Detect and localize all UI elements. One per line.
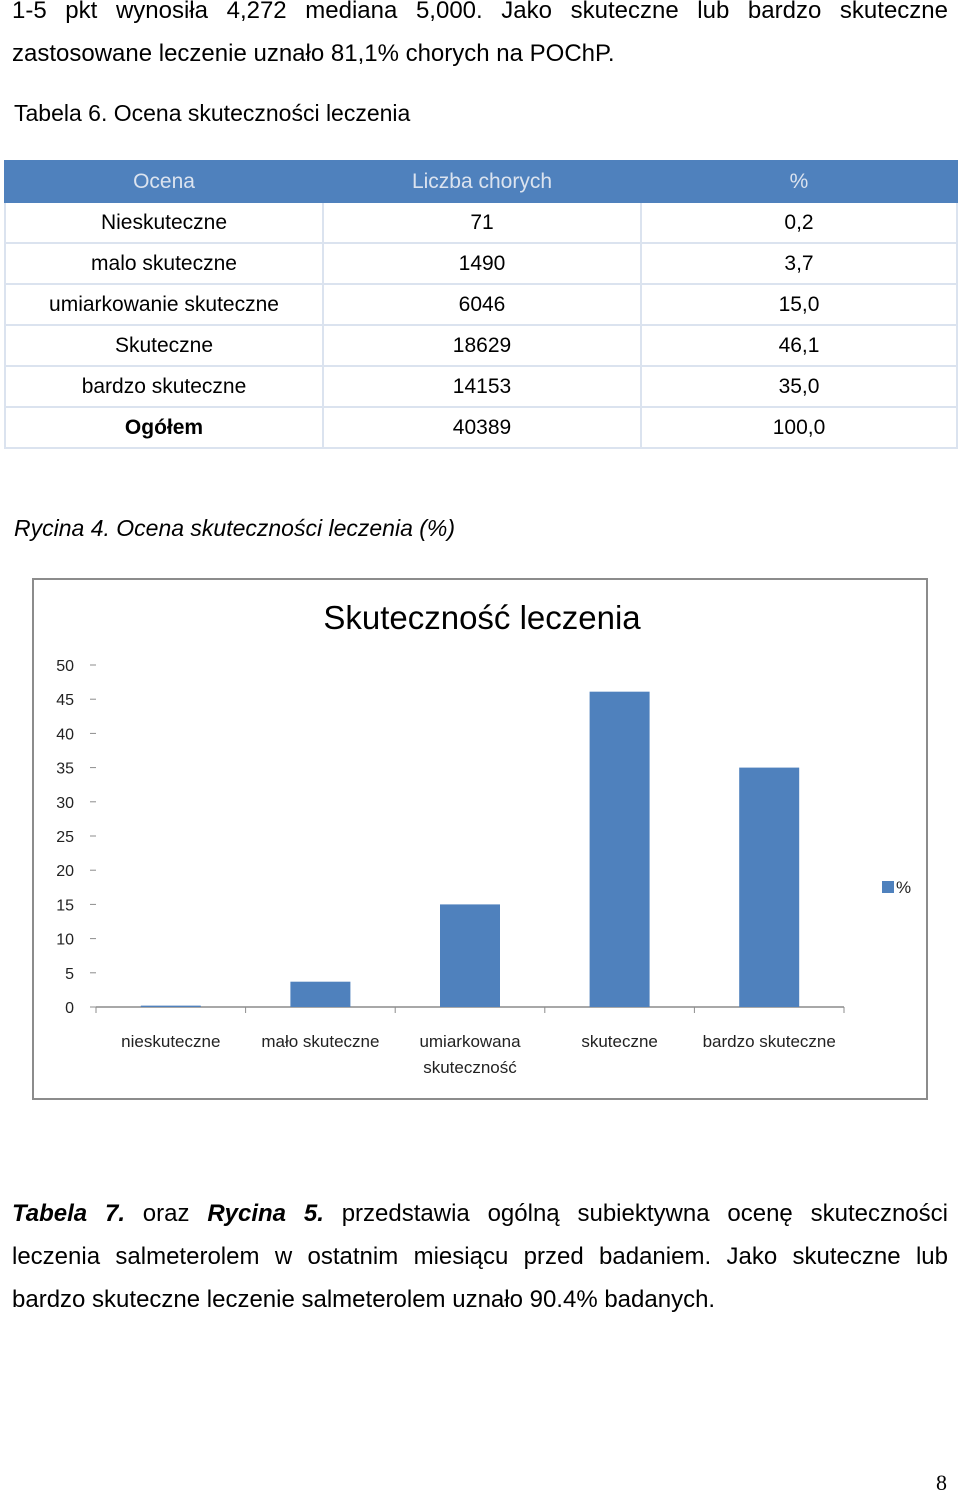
cell-percent: 15,0 <box>641 284 957 325</box>
table-row <box>5 284 957 325</box>
table-row <box>5 407 957 448</box>
table6-caption: Tabela 6. Ocena skuteczności leczenia <box>14 100 411 126</box>
cell-liczba: 40389 <box>323 407 641 448</box>
figure4-caption: Rycina 4. Ocena skuteczności leczenia (%) <box>14 515 456 541</box>
cell-liczba: 71 <box>323 202 641 243</box>
cell-liczba: 18629 <box>323 325 641 366</box>
bar <box>290 982 350 1007</box>
header-percent: % <box>641 161 957 202</box>
chart-frame <box>32 578 928 1100</box>
bar <box>440 904 500 1007</box>
cell-ocena: Ogółem <box>5 407 323 448</box>
cell-ocena: bardzo skuteczne <box>5 366 323 407</box>
closing-line-2: leczenia salmeterolem w ostatnim miesiącu przed badaniem. Jako skuteczne lub <box>12 1243 948 1270</box>
cell-percent: 35,0 <box>641 366 957 407</box>
cell-percent: 100,0 <box>641 407 957 448</box>
y-tick-label: 15 <box>56 897 74 915</box>
ref-rycina-5: Rycina 5. <box>207 1200 324 1227</box>
bar <box>141 1006 201 1007</box>
y-tick-label: 40 <box>56 726 74 744</box>
cell-liczba: 14153 <box>323 366 641 407</box>
legend-label: % <box>896 878 912 897</box>
cell-percent: 0,2 <box>641 202 957 243</box>
x-category-label: bardzo skuteczne <box>702 1032 836 1051</box>
x-category-label: nieskuteczne <box>121 1032 221 1051</box>
cell-ocena: umiarkowanie skuteczne <box>5 284 323 325</box>
bar <box>739 768 799 1007</box>
table-row <box>5 366 957 407</box>
x-category-label: umiarkowana <box>419 1032 521 1051</box>
cell-percent: 46,1 <box>641 325 957 366</box>
cell-ocena: Skuteczne <box>5 325 323 366</box>
x-category-label: mało skuteczne <box>261 1032 380 1051</box>
page-number: 8 <box>936 1470 947 1495</box>
closing-line-3: bardzo skuteczne leczenie salmeterolem uznało 90.4% badanych. <box>12 1286 716 1313</box>
intro-line-1: 1-5 pkt wynosiła 4,272 mediana 5,000. Jako skuteczne lub bardzo skuteczne <box>12 0 948 24</box>
closing-line-1-rest: przedstawia ogólną subiektywna ocenę skuteczności <box>323 1200 948 1227</box>
header-liczba: Liczba chorych <box>323 161 641 202</box>
table6 <box>4 160 958 449</box>
bar <box>590 692 650 1007</box>
table-header-row <box>5 161 957 202</box>
bar-chart <box>34 580 926 1098</box>
header-ocena: Ocena <box>5 161 323 202</box>
cell-ocena: malo skuteczne <box>5 243 323 284</box>
cell-percent: 3,7 <box>641 243 957 284</box>
y-tick-label: 30 <box>56 794 74 812</box>
closing-line-1 <box>12 1192 948 1235</box>
table-row <box>5 325 957 366</box>
intro-paragraph <box>12 0 948 75</box>
y-tick-label: 45 <box>56 692 74 710</box>
x-category-label: skuteczność <box>423 1058 517 1077</box>
intro-line-2: zastosowane leczenie uznało 81,1% chorych na POChP. <box>12 40 615 67</box>
y-tick-label: 35 <box>56 760 74 778</box>
cell-liczba: 1490 <box>323 243 641 284</box>
y-tick-label: 50 <box>56 658 74 675</box>
cell-ocena: Nieskuteczne <box>5 202 323 243</box>
y-tick-label: 25 <box>56 829 74 846</box>
ref-tabela-7: Tabela 7. <box>12 1200 125 1227</box>
x-category-label: skuteczne <box>581 1032 658 1051</box>
cell-liczba: 6046 <box>323 284 641 325</box>
closing-paragraph <box>12 1192 948 1321</box>
legend-swatch <box>882 881 894 893</box>
y-tick-label: 20 <box>56 863 74 881</box>
table-row <box>5 202 957 243</box>
ref-oraz: oraz <box>124 1200 208 1227</box>
table-row <box>5 243 957 284</box>
y-tick-label: 10 <box>56 931 74 949</box>
y-tick-label: 5 <box>65 965 74 983</box>
chart-title: Skuteczność leczenia <box>323 599 641 636</box>
y-tick-label: 0 <box>65 1000 74 1017</box>
